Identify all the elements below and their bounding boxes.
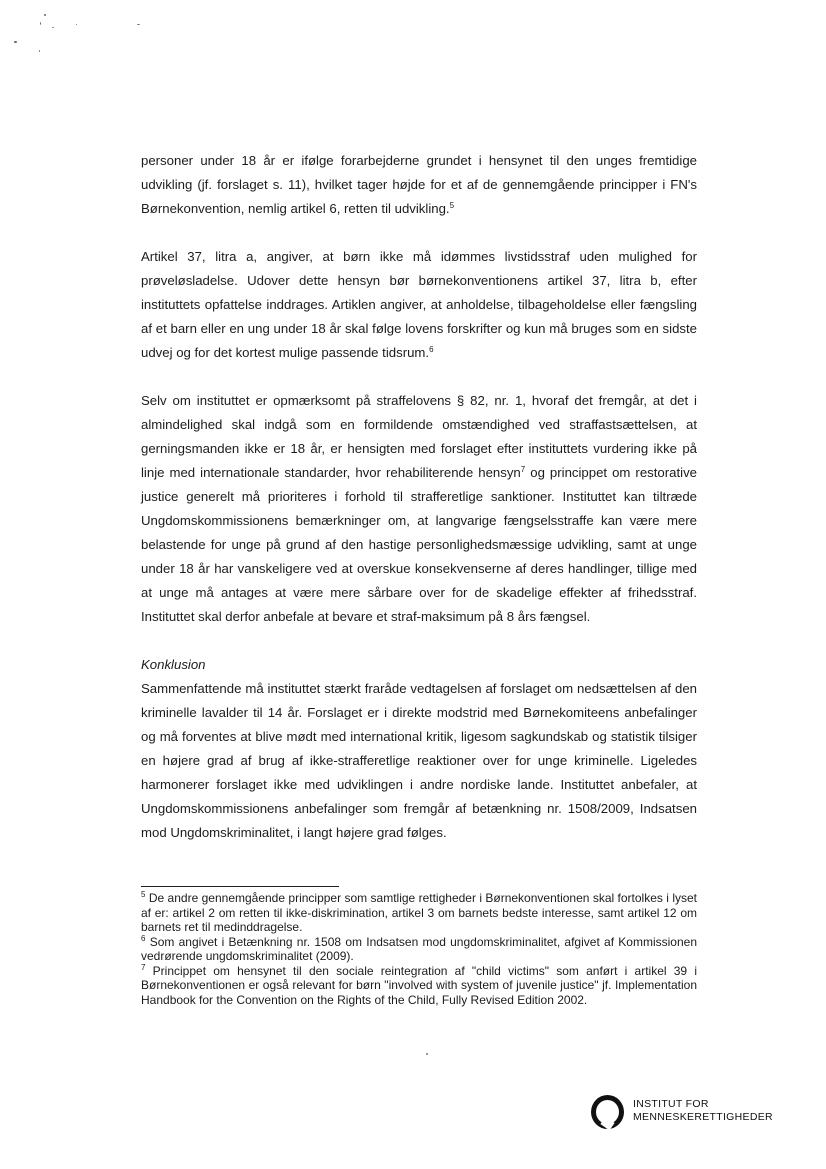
scan-speck — [426, 1053, 428, 1055]
paragraph-text: Sammenfattende må instituttet stærkt fraråde vedtagelsen af forslaget om nedsættelsen af den kriminelle lavalder til 14 år. Forslaget er i direkte modstrid med Børnekomiteens anbefalinger og må forventes at blive mødt med international kritik, ligesom sagkundskab og statistik tilsiger en højere grad af brug af ikke-strafferetlige reaktioner over for unge kriminelle. Ligeledes harmonerer forslaget ikke med udviklingen i andre nordiske lande. Instituttet anbefaler, at Ungdomskommissionens anbefalinger som fremgår af betænkning nr. 1508/2009, Indsatsen mod Ungdomskriminalitet, i langt højere grad følges. — [141, 681, 697, 840]
scan-speck — [52, 27, 54, 28]
paragraph-text: personer under 18 år er ifølge forarbejderne grundet i hensynet til den unges fremtidige udvikling (jf. forslaget s. 11), hvilket tager højde for et af de gennemgående principper i FN's Børnekonvention, nemlig artikel 6, retten til udvikling. — [141, 153, 697, 216]
scan-speck — [40, 22, 41, 25]
scan-speck — [44, 14, 46, 16]
section-heading: Konklusion — [141, 657, 206, 672]
scan-speck — [39, 50, 40, 52]
scan-speck — [76, 24, 77, 25]
footnote-number: 6 — [141, 933, 146, 943]
paragraph-text: og princippet om restorative justice generelt må prioriteres i forhold til strafferetlige sanktioner. Instituttet kan tiltræde Ungdomskommissionens bemærkninger om, at langvarige fængselsstraffe kan være mere belastende for unge på grund af den hastige personlighedsmæssige udvikling, samt at unge under 18 år har vanskeligere ved at overskue konsekvenserne af deres handlinger, tillige med at unge må antages at være mere sårbare over for de skadelige effekter af frihedsstraf. Instituttet skal derfor anbefale at bevare et straf-maksimum på 8 års fængsel. — [141, 465, 697, 624]
footnote-text: Princippet om hensynet til den sociale reintegration af "child victims" som anført i artikel 39 i Børnekonventionen er også relevant for børn "involved with system of juvenile justice" jf. Implementation Handbook for the Convention on the Rights of the Child, Fully Revised Edition 2002. — [141, 963, 697, 1007]
body-text — [141, 149, 697, 845]
paragraph — [141, 677, 697, 845]
logo-wordmark — [633, 1098, 773, 1124]
logo-line-2: MENNESKERETTIGHEDER — [633, 1111, 773, 1123]
paragraph-text: Artikel 37, litra a, angiver, at børn ikke må idømmes livstidsstraf uden mulighed for prøveløsladelse. Udover dette hensyn bør børnekonventionens artikel 37, litra b, efter instituttets opfattelse inddrages. Artiklen angiver, at anholdelse, tilbageholdelse eller fængsling af et barn eller en ung under 18 år skal følge lovens forskrifter og kun må bruges som en sidste udvej og for det kortest mulige passende tidsrum. — [141, 249, 697, 360]
paragraph — [141, 245, 697, 365]
paragraph-text: Selv om instituttet er opmærksomt på straffelovens § 82, nr. 1, hvoraf det fremgår, at det i almindelighed skal indgå som en formildende omstændighed ved straffastsættelsen, at gerningsmanden ikke er 18 år, er hensigten med forslaget efter instituttets vurdering ikke på linje med internationale standarder, hvor rehabiliterende hensyn — [141, 393, 697, 480]
scan-speck — [14, 41, 17, 43]
footnote — [141, 891, 697, 935]
footnote-divider — [141, 886, 339, 887]
footnote-reference[interactable]: 5 — [449, 201, 455, 210]
scan-speck — [137, 24, 140, 25]
logo-line-1: INSTITUT FOR — [633, 1098, 709, 1110]
footnote-text: Som angivet i Betænkning nr. 1508 om Indsatsen mod ungdomskriminalitet, afgivet af Kommissionen vedrørende ungdomskriminalitet (2009). — [141, 934, 697, 963]
paragraph — [141, 149, 697, 221]
footnotes — [141, 891, 697, 1007]
paragraph — [141, 389, 697, 629]
footnote-number: 5 — [141, 890, 146, 899]
institution-logo — [591, 1093, 791, 1133]
footnote — [141, 964, 697, 1008]
footnote — [141, 935, 697, 964]
footnote-text: De andre gennemgående principper som samtlige rettigheder i Børnekonventionen skal fortolkes i lyset af er: artikel 2 om retten til ikke-diskrimination, artikel 3 om barnets bedste interesse, samt artikel 12 om barnets ret til medinddragelse. — [141, 891, 697, 934]
footnote-reference[interactable]: 7 — [520, 465, 526, 474]
footnote-reference[interactable]: 6 — [429, 345, 434, 354]
footnote-number: 7 — [141, 962, 146, 972]
